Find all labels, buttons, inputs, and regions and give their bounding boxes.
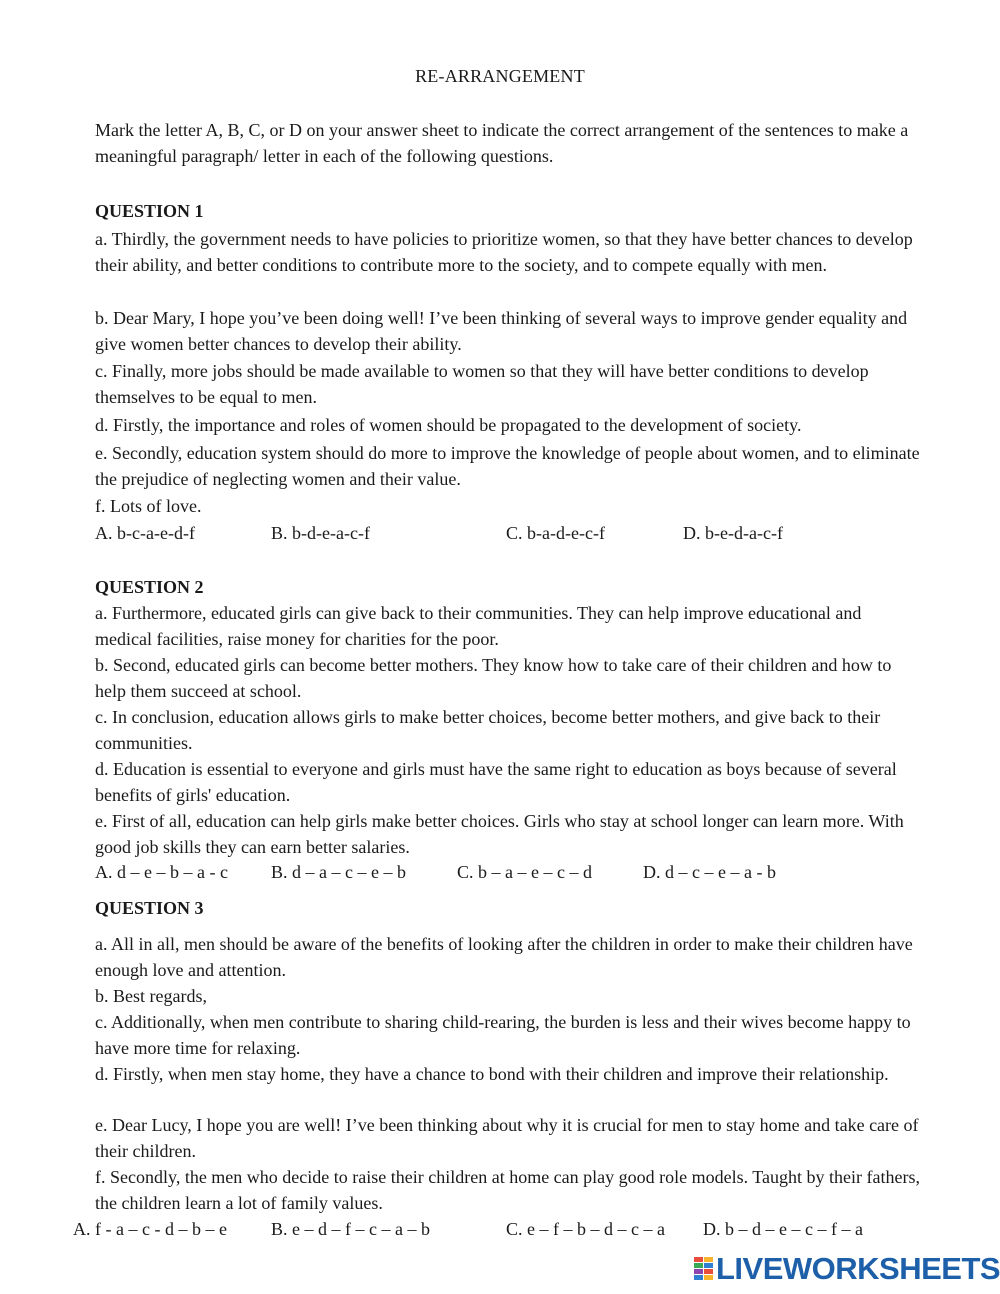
q3-option-d[interactable]: D. b – d – e – c – f – a xyxy=(703,1219,863,1239)
q2-options xyxy=(95,859,920,885)
question-3-heading: QUESTION 3 xyxy=(95,898,204,918)
liveworksheets-logo xyxy=(694,1251,1000,1286)
q2-option-a[interactable]: A. d – e – b – a - c xyxy=(95,862,228,882)
q3-option-c[interactable]: C. e – f – b – d – c – a xyxy=(506,1219,665,1239)
instructions: Mark the letter A, B, C, or D on your answer sheet to indicate the correct arrangement of the sentences to make a meaningful paragraph/ letter in each of the following questions. xyxy=(95,120,909,166)
q3-option-a[interactable]: A. f - a – c - d – b – e xyxy=(73,1219,227,1239)
q1-option-c[interactable]: C. b-a-d-e-c-f xyxy=(506,523,605,543)
q1-sentence-f: f. Lots of love. xyxy=(95,496,202,516)
q1-option-d[interactable]: D. b-e-d-a-c-f xyxy=(683,523,783,543)
q3-option-b[interactable]: B. e – d – f – c – a – b xyxy=(271,1219,430,1239)
q2-option-b[interactable]: B. d – a – c – e – b xyxy=(271,862,406,882)
q1-option-b[interactable]: B. b-d-e-a-c-f xyxy=(271,523,370,543)
q2-sentence-b: b. Second, educated girls can become better mothers. They know how to take care of their children and how to help them succeed at school. xyxy=(95,655,892,701)
q3-sentence-d: d. Firstly, when men stay home, they have a chance to bond with their children and improve their relationship. xyxy=(95,1064,889,1084)
q1-option-a[interactable]: A. b-c-a-e-d-f xyxy=(95,523,195,543)
q1-options xyxy=(95,520,920,546)
q1-sentence-b: b. Dear Mary, I hope you’ve been doing well! I’ve been thinking of several ways to improve gender equality and give women better chances to develop their ability. xyxy=(95,308,908,354)
logo-text: LIVEWORKSHEETS xyxy=(716,1251,1000,1286)
q3-sentence-b: b. Best regards, xyxy=(95,986,207,1006)
question-1-heading: QUESTION 1 xyxy=(95,201,204,221)
q2-sentence-a: a. Furthermore, educated girls can give back to their communities. They can help improve educational and medical facilities, raise money for charities for the poor. xyxy=(95,603,862,649)
q1-sentence-e: e. Secondly, education system should do more to improve the knowledge of people about women, and to eliminate the prejudice of neglecting women and their value. xyxy=(95,443,920,489)
q2-sentence-e: e. First of all, education can help girls make better choices. Girls who stay at school longer can learn more. With good job skills they can earn better salaries. xyxy=(95,811,904,857)
q1-sentence-a: a. Thirdly, the government needs to have policies to prioritize women, so that they have better chances to develop their ability, and better conditions to contribute more to the society, and to compete equally with men. xyxy=(95,229,913,275)
q3-sentence-a: a. All in all, men should be aware of the benefits of looking after the children in order to make their children have enough love and attention. xyxy=(95,934,913,980)
question-2-heading: QUESTION 2 xyxy=(95,577,204,597)
q2-option-c[interactable]: C. b – a – e – c – d xyxy=(457,862,592,882)
q3-sentence-c: c. Additionally, when men contribute to sharing child-rearing, the burden is less and their wives become happy to have more time for relaxing. xyxy=(95,1012,911,1058)
q2-sentence-c: c. In conclusion, education allows girls to make better choices, become better mothers, and give back to their communities. xyxy=(95,707,881,753)
q2-sentence-d: d. Education is essential to everyone and girls must have the same right to education as boys because of several benefits of girls' education. xyxy=(95,759,897,805)
q3-options xyxy=(73,1216,923,1242)
logo-blocks-icon xyxy=(694,1257,714,1281)
q1-sentence-d: d. Firstly, the importance and roles of women should be propagated to the development of society. xyxy=(95,415,802,435)
q1-sentence-c: c. Finally, more jobs should be made available to women so that they will have better conditions to develop themselves to be equal to men. xyxy=(95,361,869,407)
q3-sentence-e: e. Dear Lucy, I hope you are well! I’ve been thinking about why it is crucial for men to stay home and take care of their children. xyxy=(95,1115,919,1161)
page-title: RE-ARRANGEMENT xyxy=(415,66,585,86)
q2-option-d[interactable]: D. d – c – e – a - b xyxy=(643,862,776,882)
q3-sentence-f: f. Secondly, the men who decide to raise their children at home can play good role models. Taught by their fathers, the children learn a lot of family values. xyxy=(95,1167,920,1213)
